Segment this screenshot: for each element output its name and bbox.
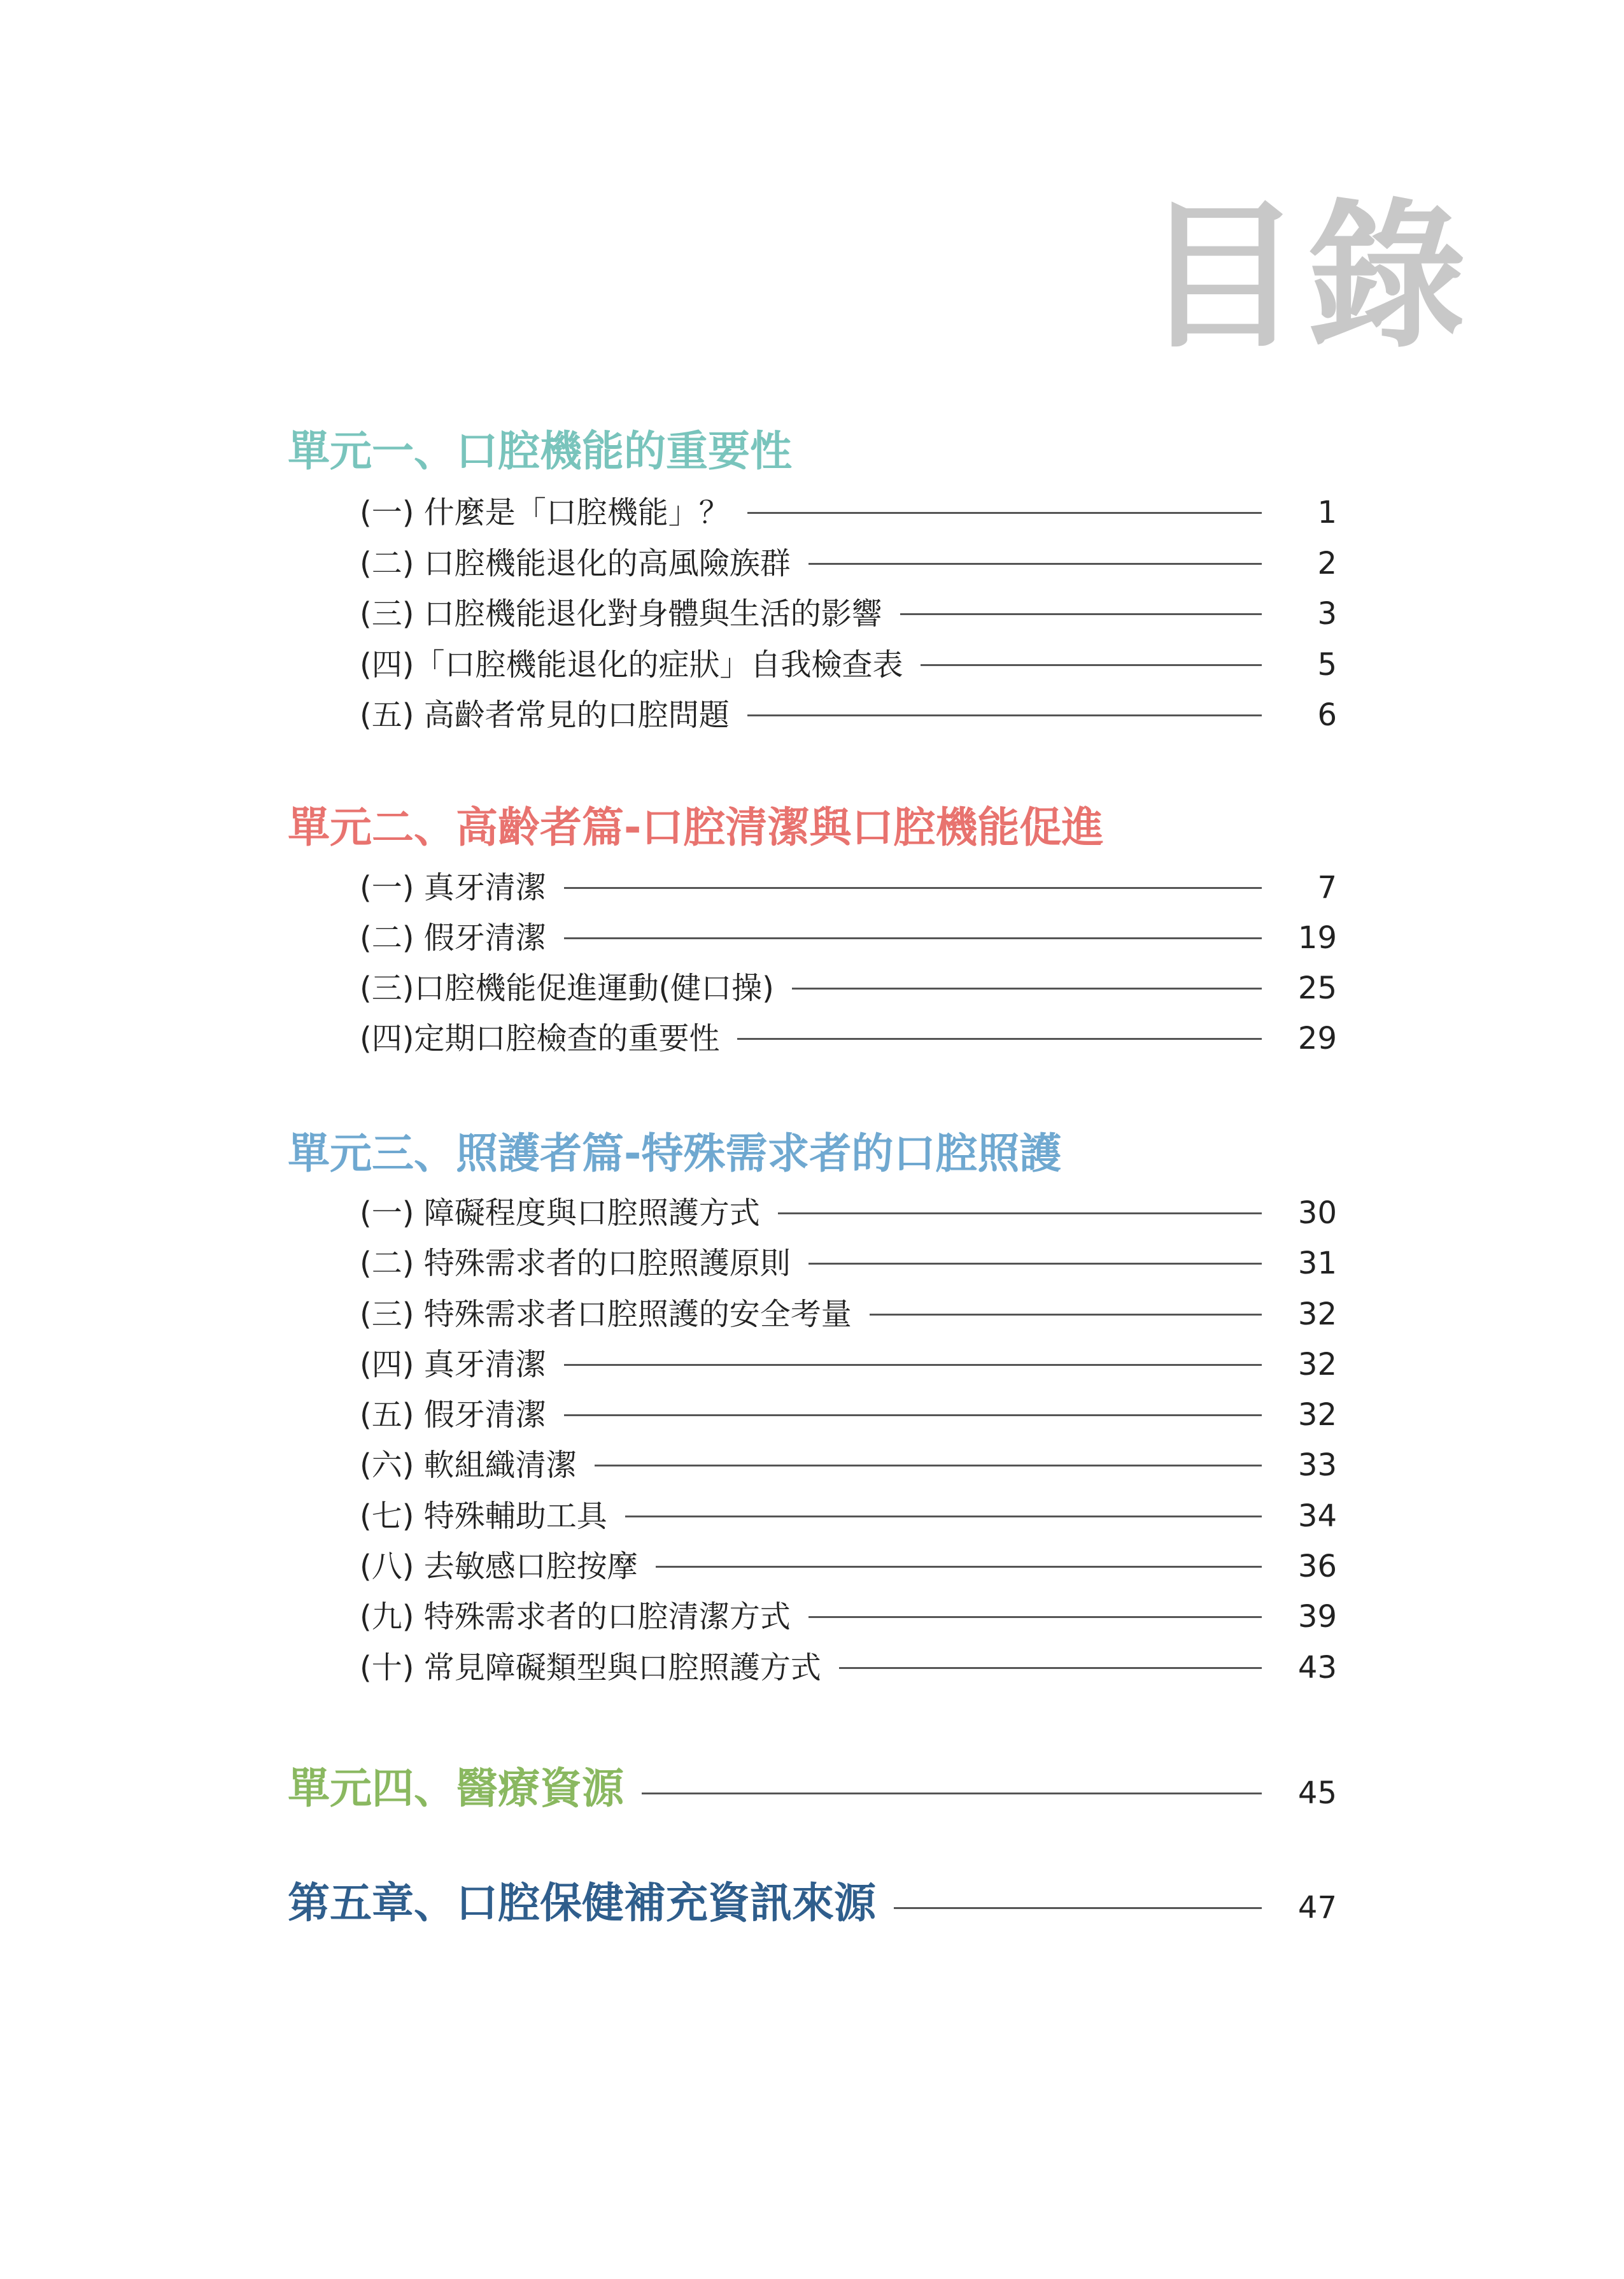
page-number: 32	[1297, 1347, 1337, 1382]
toc-entry[interactable]	[360, 1292, 1337, 1337]
toc-entry[interactable]	[360, 490, 1337, 535]
toc-entry[interactable]	[360, 693, 1337, 737]
page-number: 32	[1297, 1296, 1337, 1332]
unit5-heading-row[interactable]	[288, 1873, 1337, 1928]
leader-line	[595, 1465, 1262, 1466]
entry-label: (二) 特殊需求者的口腔照護原則	[360, 1246, 791, 1281]
toc-entry[interactable]	[360, 1342, 1337, 1387]
entry-label: (四)「口腔機能退化的症狀」自我檢查表	[360, 647, 903, 683]
unit1-heading[interactable]: 單元一、口腔機能的重要性	[288, 427, 792, 476]
page-number: 3	[1317, 596, 1337, 632]
entry-label: (九) 特殊需求者的口腔清潔方式	[360, 1599, 791, 1635]
entry-label: (二) 口腔機能退化的高風險族群	[360, 546, 791, 581]
page-number: 5	[1317, 647, 1337, 683]
entry-label: (七) 特殊輔助工具	[360, 1498, 607, 1534]
toc-entry[interactable]	[360, 916, 1337, 960]
entry-label: (一) 真牙清潔	[360, 870, 546, 905]
toc-entry[interactable]	[360, 1645, 1337, 1690]
page-number: 1	[1317, 495, 1337, 530]
page-number: 29	[1297, 1021, 1337, 1056]
toc-entry[interactable]	[360, 541, 1337, 586]
leader-line	[564, 887, 1262, 889]
entry-label: (五) 假牙清潔	[360, 1397, 546, 1433]
toc-entry[interactable]	[360, 1443, 1337, 1487]
unit3-heading[interactable]: 單元三、照護者篇-特殊需求者的口腔照護	[288, 1129, 1062, 1178]
page-number: 19	[1297, 920, 1337, 956]
entry-label: (三) 特殊需求者口腔照護的安全考量	[360, 1296, 852, 1332]
leader-line	[792, 988, 1262, 990]
page-number: 7	[1317, 870, 1337, 905]
unit5-heading: 第五章、口腔保健補充資訊來源	[288, 1878, 876, 1928]
leader-line	[625, 1516, 1262, 1517]
leader-line	[778, 1212, 1262, 1214]
toc-entry[interactable]	[360, 1241, 1337, 1286]
toc-entry[interactable]	[360, 592, 1337, 636]
toc-entry[interactable]	[360, 1016, 1337, 1061]
page-number: 2	[1317, 546, 1337, 581]
page-number: 33	[1297, 1447, 1337, 1483]
leader-line	[839, 1667, 1262, 1669]
unit4-heading: 單元四、醫療資源	[288, 1764, 624, 1813]
leader-line	[737, 1038, 1262, 1040]
leader-line	[808, 1616, 1262, 1618]
entry-label: (五) 高齡者常見的口腔問題	[360, 697, 730, 733]
page-number: 25	[1297, 970, 1337, 1006]
page-number: 45	[1297, 1775, 1337, 1811]
toc-entry[interactable]	[360, 1544, 1337, 1589]
entry-label: (四) 真牙清潔	[360, 1347, 546, 1382]
page-number: 6	[1317, 697, 1337, 733]
page-number: 32	[1297, 1397, 1337, 1433]
leader-line	[808, 1263, 1262, 1265]
toc-entry[interactable]	[360, 1191, 1337, 1235]
toc-entry[interactable]	[360, 1393, 1337, 1437]
leader-line	[900, 613, 1262, 615]
leader-line	[921, 664, 1262, 666]
leader-line	[564, 1414, 1262, 1416]
toc-entry[interactable]	[360, 865, 1337, 910]
leader-line	[642, 1793, 1262, 1794]
page-number: 34	[1297, 1498, 1337, 1534]
entry-label: (十) 常見障礙類型與口腔照護方式	[360, 1650, 821, 1686]
leader-line	[656, 1566, 1262, 1568]
toc-entry[interactable]	[360, 1494, 1337, 1538]
entry-label: (三) 口腔機能退化對身體與生活的影響	[360, 596, 882, 632]
page-number: 30	[1297, 1195, 1337, 1231]
page-number: 36	[1297, 1549, 1337, 1584]
entry-label: (二) 假牙清潔	[360, 920, 546, 956]
page-number: 39	[1297, 1599, 1337, 1635]
entry-label: (八) 去敏感口腔按摩	[360, 1549, 638, 1584]
page-number: 31	[1297, 1246, 1337, 1281]
entry-label: (四)定期口腔檢查的重要性	[360, 1021, 720, 1056]
leader-line	[894, 1907, 1262, 1909]
entry-label: (一) 什麼是「口腔機能」？	[360, 495, 730, 530]
leader-line	[808, 563, 1262, 565]
leader-line	[747, 714, 1262, 716]
toc-entry[interactable]	[360, 966, 1337, 1011]
page-number: 43	[1297, 1650, 1337, 1686]
toc-entry[interactable]	[360, 643, 1337, 687]
unit4-heading-row[interactable]	[288, 1759, 1337, 1813]
toc-entry[interactable]	[360, 1594, 1337, 1639]
leader-line	[870, 1314, 1262, 1316]
leader-line	[564, 937, 1262, 939]
entry-label: (六) 軟組織清潔	[360, 1447, 577, 1483]
leader-line	[564, 1364, 1262, 1366]
page-number: 47	[1297, 1890, 1337, 1926]
entry-label: (三)口腔機能促進運動(健口操)	[360, 970, 774, 1006]
unit2-heading[interactable]: 單元二、高齡者篇-口腔清潔與口腔機能促進	[288, 803, 1104, 852]
entry-label: (一) 障礙程度與口腔照護方式	[360, 1195, 760, 1231]
leader-line	[747, 512, 1262, 514]
page-title: 目錄	[1143, 184, 1471, 369]
